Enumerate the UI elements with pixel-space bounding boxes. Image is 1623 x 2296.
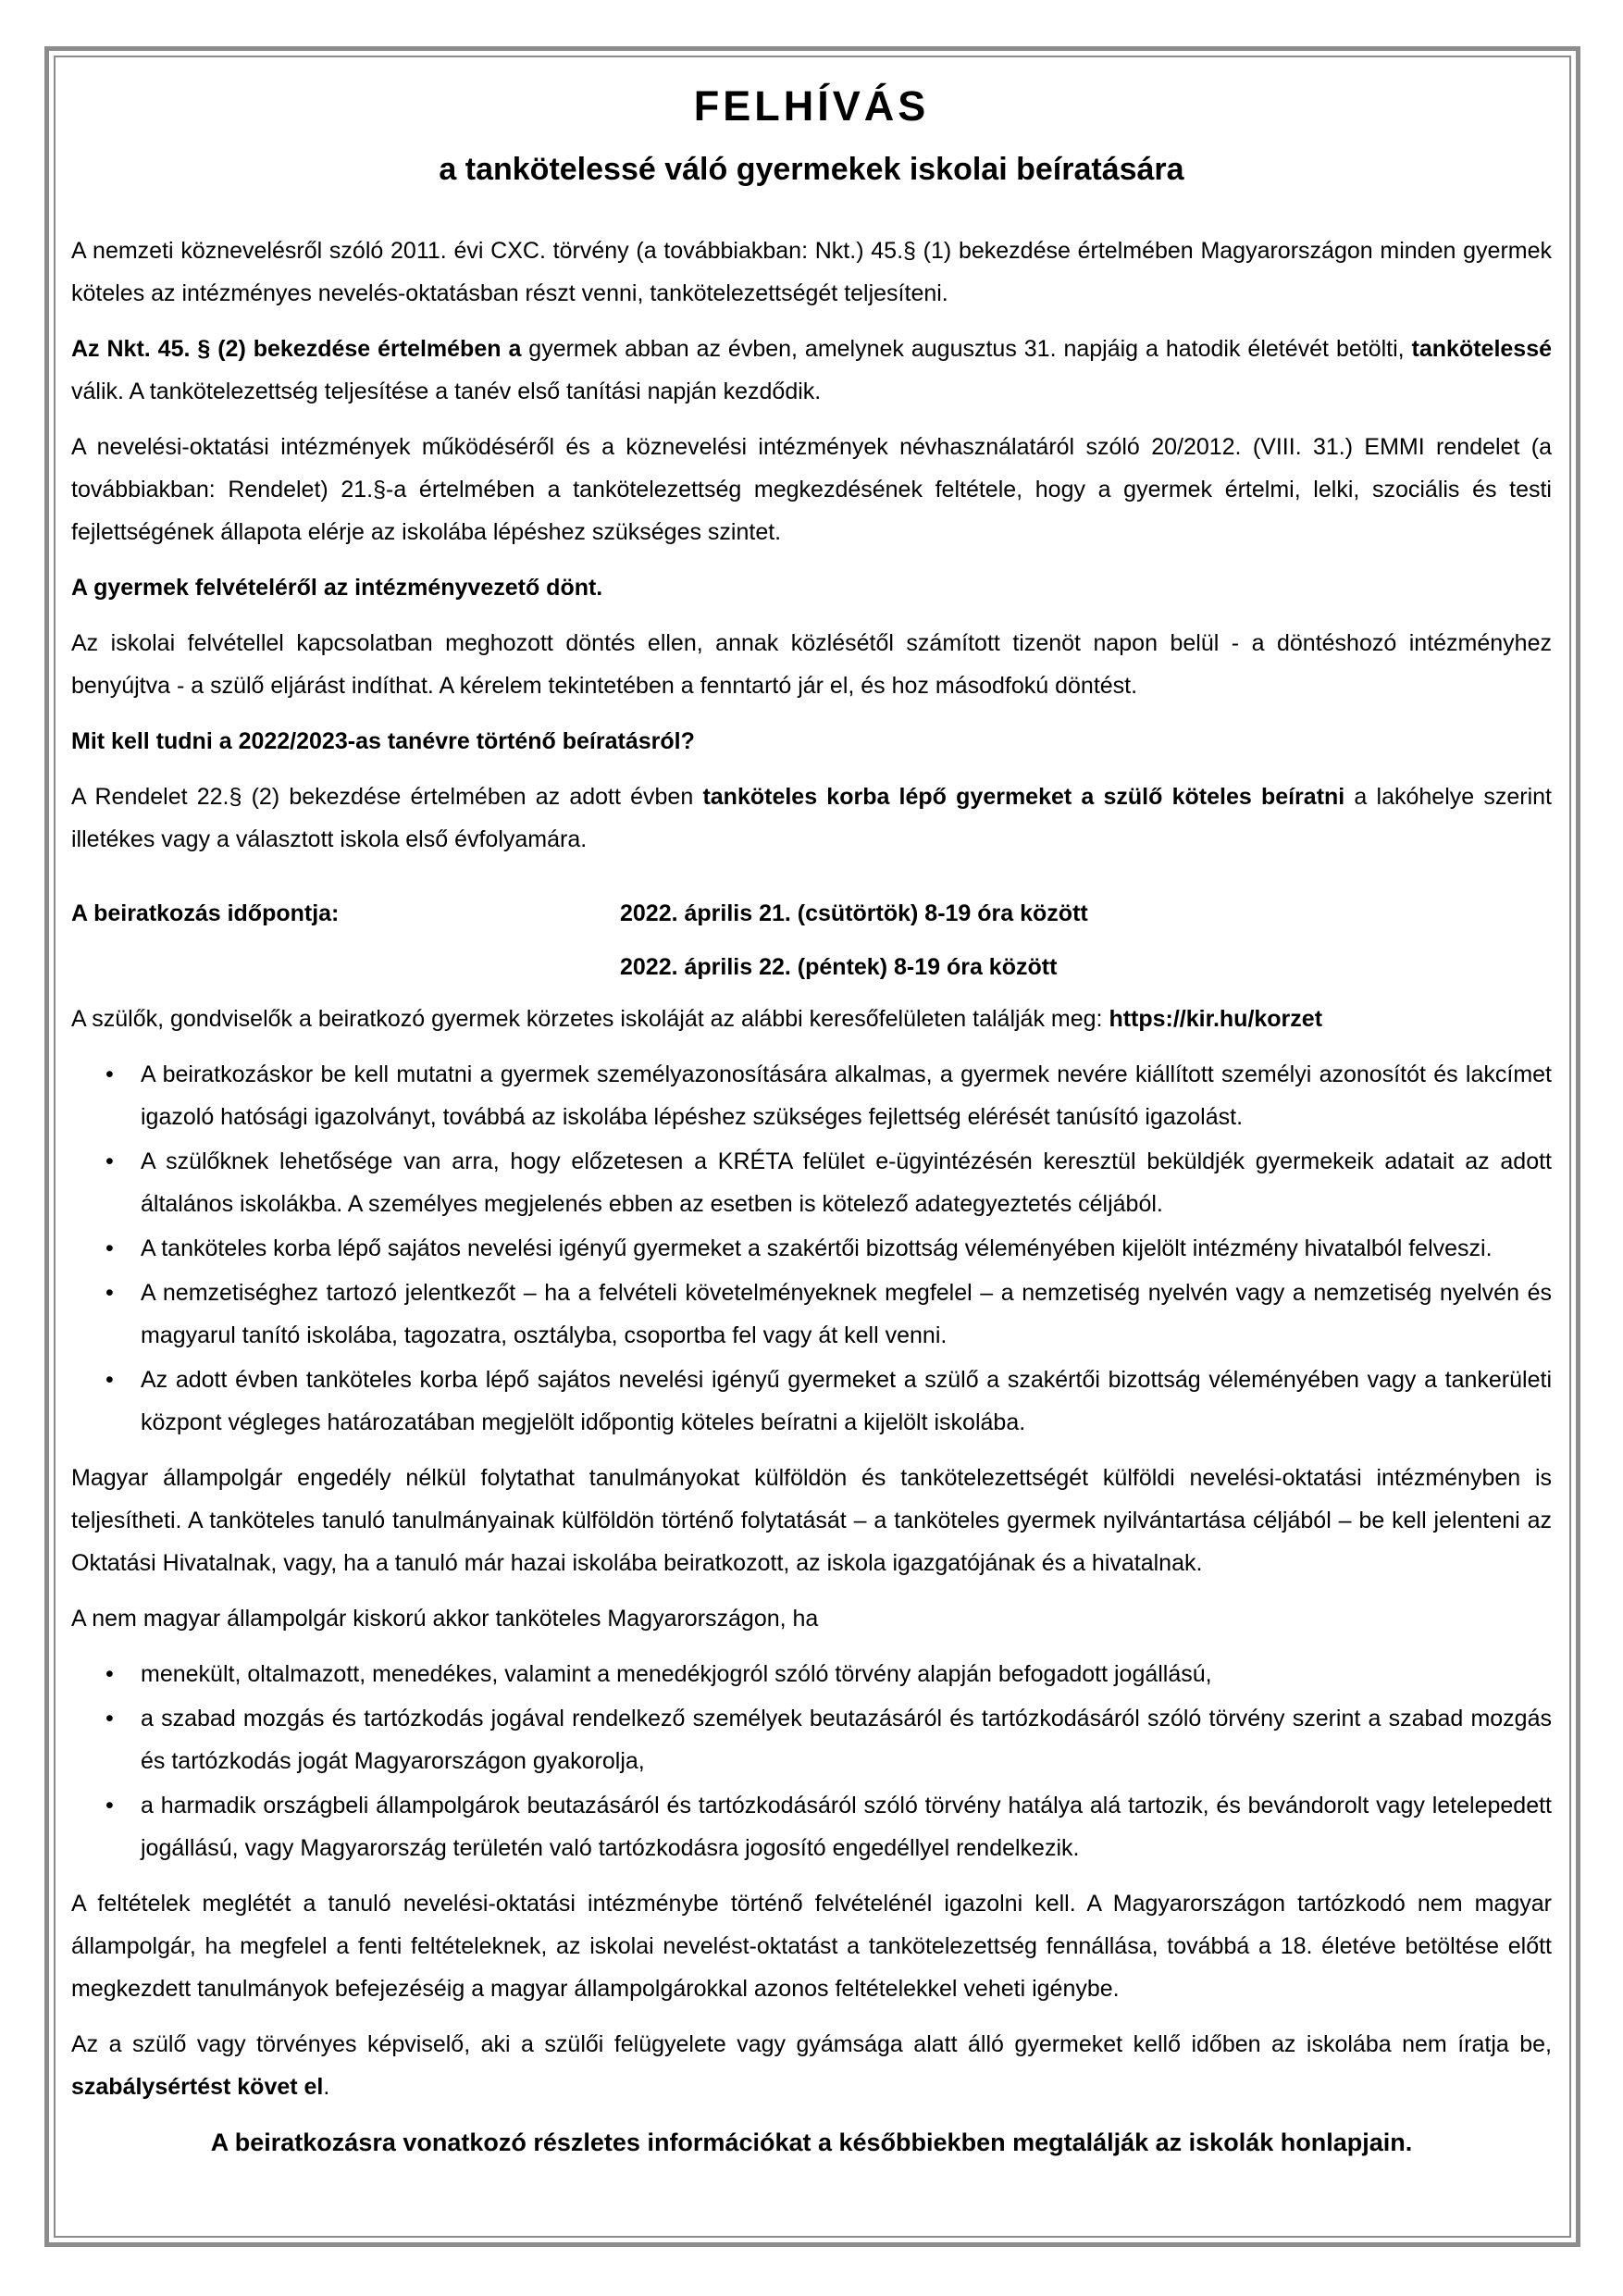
- bullet-icon: •: [105, 1280, 114, 1306]
- bullet-icon: •: [105, 1367, 114, 1393]
- text-span: gyermek abban az évben, amelynek augusztus 31. napjáig a hatodik életévét betölti,: [521, 336, 1412, 362]
- paragraph-abroad: Magyar állampolgár engedély nélkül folytathat tanulmányokat külföldön és tankötelezettségét külföldi nevelési-oktatási intézményben is teljesítheti. A tanköteles tanuló tanulmányainak külföldön történő folytatását – a tanköteles gyermek nyilvántartása céljából – be kell jelenteni az Oktatási Hivatalnak, vagy, ha a tanuló már hazai iskolába beiratkozott, az iskola igazgatójának és a hivatalnak.: [71, 1465, 1552, 1576]
- list-item: [71, 1053, 1552, 1138]
- list-item: [71, 1272, 1552, 1357]
- requirements-list: [71, 1053, 1552, 1444]
- paragraph-nkt-45-2: [71, 328, 1552, 413]
- bold-text: tanköteles korba lépő gyermeket a szülő köteles beíratni: [702, 784, 1345, 810]
- schedule-label-spacer: [71, 946, 620, 988]
- document-subtitle: a tankötelessé váló gyermekek iskolai beíratására: [439, 152, 1184, 187]
- bullet-icon: •: [105, 1706, 114, 1731]
- paragraph-foreign-citizen: A nem magyar állampolgár kiskorú akkor tanköteles Magyarországon, ha: [71, 1606, 819, 1632]
- text-span: a lakóhelye szerint illetékes vagy a választott iskola első évfolyamára.: [71, 784, 1552, 852]
- list-item: [71, 1140, 1552, 1225]
- list-item-text: A tanköteles korba lépő sajátos nevelési igényű gyermeket a szakértői bizottság véleményében kijelölt intézmény hivatalból felveszi.: [141, 1235, 1493, 1261]
- bullet-icon: •: [105, 1061, 114, 1087]
- schedule-date-2: 2022. április 22. (péntek) 8-19 óra között: [620, 954, 1058, 980]
- schedule-row-1: [71, 892, 1552, 935]
- list-item: [71, 1697, 1552, 1782]
- schedule-label: A beiratkozás időpontja:: [71, 900, 340, 926]
- paragraph-appeal: Az iskolai felvétellel kapcsolatban meghozott döntés ellen, annak közlésétől számított tizenöt napon belül - a döntéshozó intézményhez benyújtva - a szülő eljárást indíthat. A kérelem tekintetében a fenntartó jár el, és hoz másodfokú döntést.: [71, 630, 1552, 699]
- bullet-icon: •: [105, 1148, 114, 1174]
- paragraph-offense: [71, 2023, 1552, 2108]
- bold-text: tankötelessé: [1411, 336, 1553, 362]
- bold-text: Az Nkt. 45. § (2) bekezdése értelmében a: [71, 336, 522, 362]
- paragraph-conditions-proof: A feltételek meglétét a tanuló nevelési-oktatási intézménybe történő felvételénél igazolni kell. A Magyarországon tartózkodó nem magyar állampolgár, ha megfelel a fenti feltételeknek, az iskolai nevelést-oktatást a tankötelezettség fennállása, továbbá a 18. életéve betöltése előtt megkezdett tanulmányok befejezéséig a magyar állampolgárokkal azonos feltételekkel veheti igénybe.: [71, 1891, 1552, 2002]
- paragraph-decision-heading: [71, 566, 1552, 609]
- list-item: [71, 1653, 1552, 1695]
- paragraph-rendelet: A nevelési-oktatási intézmények működéséről és a köznevelési intézmények névhasználatáról szóló 20/2012. (VIII. 31.) EMMI rendelet (a továbbiakban: Rendelet) 21.§-a értelmében a tankötelezettség megkezdésének feltétele, hogy a gyermek értelmi, lelki, szociális és testi fejlettségének állapota elérje az iskolába lépéshez szükséges szintet.: [71, 434, 1552, 545]
- paragraph-rendelet-22: [71, 776, 1552, 861]
- korzet-link[interactable]: https://kir.hu/korzet: [1109, 1006, 1323, 1032]
- schedule-date-1: 2022. április 21. (csütörtök) 8-19 óra között: [620, 900, 1088, 926]
- bullet-icon: •: [105, 1235, 114, 1261]
- list-item-text: Az adott évben tanköteles korba lépő sajátos nevelési igényű gyermeket a szülő a szakértői bizottság véleményében vagy a tankerületi központ végleges határozatában megjelölt időpontig köteles beíratni a kijelölt iskolába.: [141, 1367, 1552, 1435]
- paragraph-korzet-search: [71, 998, 1552, 1040]
- text-span: válik. A tankötelezettség teljesítése a tanév első tanítási napján kezdődik.: [71, 379, 822, 404]
- list-item: [71, 1784, 1552, 1869]
- closing-note: A beiratkozásra vonatkozó részletes információkat a későbbiekben megtalálják az iskolák honlapjain.: [210, 2128, 1413, 2156]
- list-item-text: A nemzetiséghez tartozó jelentkezőt – ha a felvételi követelményeknek megfelel – a nemzetiség nyelvén vagy a nemzetiség nyelvén és magyarul tanító iskolába, tagozatra, osztályba, csoportba fel vagy át kell venni.: [141, 1280, 1552, 1348]
- schedule-row-2: [71, 946, 1552, 988]
- list-item-text: a szabad mozgás és tartózkodás jogával rendelkező személyek beutazásáról és tartózkodásáról szóló törvény szerint a szabad mozgás és tartózkodás jogát Magyarországon gyakorolja,: [141, 1706, 1552, 1774]
- text-span: .: [323, 2074, 330, 2100]
- list-item-text: a harmadik országbeli állampolgárok beutazásáról és tartózkodásáról szóló törvény hatálya alá tartozik, és bevándorolt vagy letelepedett jogállású, vagy Magyarország területén való tartózkodásra jogosító engedéllyel rendelkezik.: [141, 1793, 1552, 1861]
- list-item-text: A szülőknek lehetősége van arra, hogy előzetesen a KRÉTA felület e-ügyintézésén keresztül beküldjék gyermekeik adatait az adott általános iskolákba. A személyes megjelenés ebben az esetben is kötelező adategyeztetés céljából.: [141, 1148, 1552, 1217]
- document-title: FELHÍVÁS: [693, 82, 930, 130]
- paragraph-question-heading: [71, 720, 1552, 763]
- document-body: [71, 63, 1552, 2164]
- paragraph-nkt-intro: A nemzeti köznevelésről szóló 2011. évi CXC. törvény (a továbbiakban: Nkt.) 45.§ (1) bekezdése értelmében Magyarországon minden gyermek köteles az intézményes nevelés-oktatásban részt venni, tankötelezettségét teljesíteni.: [71, 238, 1552, 306]
- list-item: [71, 1227, 1552, 1270]
- text-span: A szülők, gondviselők a beiratkozó gyermek körzetes iskoláját az alábbi keresőfelületen találják meg:: [71, 1006, 1109, 1032]
- bullet-icon: •: [105, 1793, 114, 1818]
- foreign-conditions-list: [71, 1653, 1552, 1869]
- bullet-icon: •: [105, 1661, 114, 1687]
- list-item-text: menekült, oltalmazott, menedékes, valamint a menedékjogról szóló törvény alapján befogadott jogállású,: [141, 1661, 1212, 1687]
- text-span: A Rendelet 22.§ (2) bekezdése értelmében az adott évben: [71, 784, 703, 810]
- text-span: Az a szülő vagy törvényes képviselő, aki a szülői felügyelete vagy gyámsága alatt álló gyermeket kellő időben az iskolába nem íratja be,: [71, 2031, 1552, 2057]
- list-item-text: A beiratkozáskor be kell mutatni a gyermek személyazonosítására alkalmas, a gyermek nevére kiállított személyi azonosítót és lakcímet igazoló hatósági igazolványt, továbbá az iskolába lépéshez szükséges fejlettség elérését tanúsító igazolást.: [141, 1061, 1552, 1130]
- bold-text: A gyermek felvételéről az intézményvezető dönt.: [71, 575, 603, 601]
- bold-text: szabálysértést követ el: [71, 2074, 324, 2100]
- list-item: [71, 1359, 1552, 1444]
- bold-text: Mit kell tudni a 2022/2023-as tanévre történő beíratásról?: [71, 728, 695, 754]
